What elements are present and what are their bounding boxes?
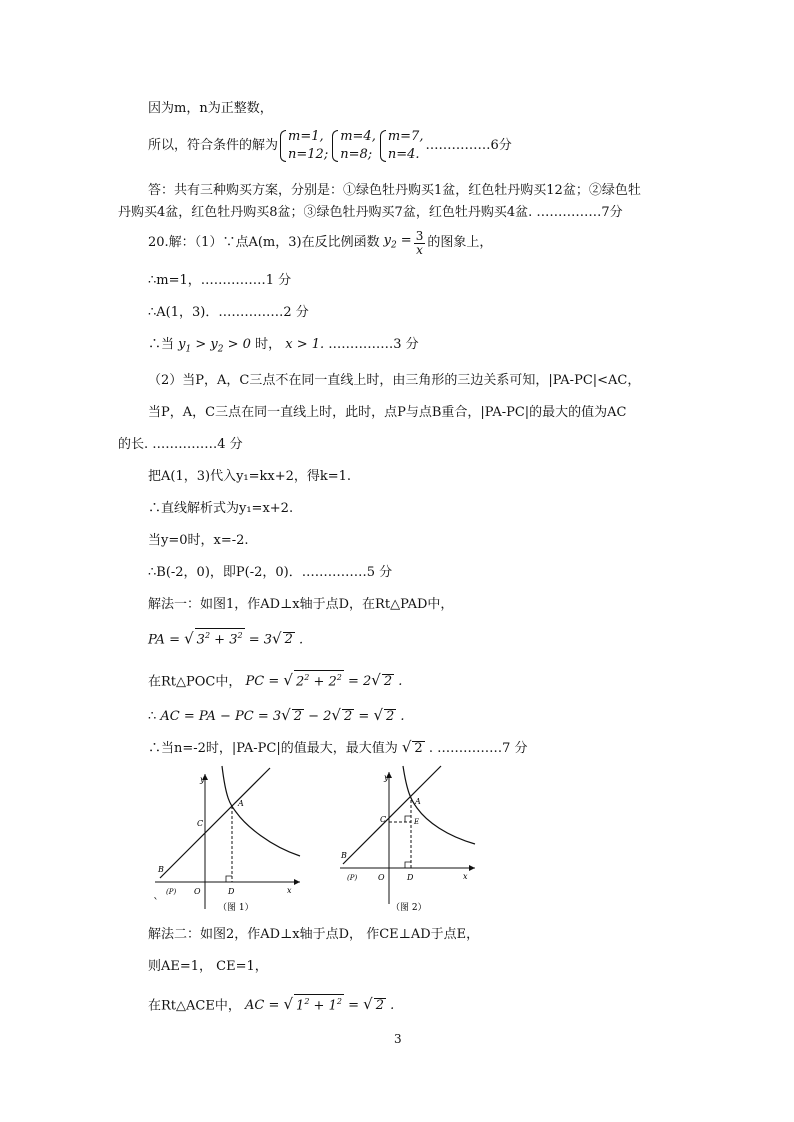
text-line: 因为m，n为正整数， xyxy=(148,101,273,116)
label-y: y xyxy=(200,775,205,784)
label-a: A xyxy=(238,799,244,808)
label-x: x xyxy=(287,886,292,895)
text-line: ∴m=1，……………1 分 xyxy=(148,273,292,288)
label-d: D xyxy=(407,873,414,882)
label-o: O xyxy=(194,887,201,896)
label-c: C xyxy=(380,815,387,824)
equation-ac-line: ∴ AC = PA − PC = 3√ 2 − 2√ 2 = √ 2 . xyxy=(148,706,405,724)
math-y2: $y_2$ = xyxy=(383,232,412,251)
text-line: （2）当P，A，C三点不在同一直线上时，由三角形的三边关系可知，|PA-PC|<AC， xyxy=(148,373,641,388)
label-p: (P) xyxy=(347,874,358,882)
equation-system: m=4, n=8; xyxy=(332,128,376,164)
figure-2 xyxy=(335,764,495,914)
label-e: E xyxy=(414,818,420,826)
text-run: 所以，符合条件的解为 xyxy=(148,138,279,153)
label-d: D xyxy=(228,887,235,896)
text-line: 则AE=1， CE=1， xyxy=(148,959,268,974)
page-number: 3 xyxy=(394,1032,402,1046)
text-run: 20.解：（1）∵点A(m，3)在反比例函数 xyxy=(148,235,380,250)
text-line: 把A(1，3)代入y₁=kx+2，得k=1. xyxy=(148,469,352,484)
text-line: 解法二：如图2，作AD⊥x轴于点D， 作CE⊥AD于点E， xyxy=(148,927,480,942)
equation-pc-line: 在Rt△POC中， PC = √ $2^2 + 2^2 = 2√$ 2 . xyxy=(148,671,403,690)
equation-ac-line: 在Rt△ACE中， AC = √ $1^2 + 1^2$ = √ 2 . xyxy=(148,995,395,1014)
inequality-line: ∴当 $y_1 > y_2 > 0$ 时， x > 1. ……………3 分 xyxy=(148,337,419,355)
label-c: C xyxy=(197,819,204,828)
text-line: 的长. ……………4 分 xyxy=(118,437,243,452)
equation-system: m=1, n=12; xyxy=(280,128,328,164)
stray-mark: ` xyxy=(153,896,159,910)
label-b: B xyxy=(158,865,164,874)
max-value-line: ∴当n=-2时，|PA-PC|的值最大，最大值为 √ 2 . ……………7 分 xyxy=(148,738,528,756)
text-line: ∴直线解析式为y₁=x+2. xyxy=(148,501,294,516)
solution-systems-line xyxy=(148,126,512,166)
figure-caption: （图 2） xyxy=(391,903,427,913)
math-x-gt-1: x > 1. xyxy=(285,337,325,352)
equation-pa: PA = √ $3^2 + 3^2 = 3√$ 2 . xyxy=(148,629,304,648)
label-a: A xyxy=(415,797,421,806)
equation-system: m=7, n=4. xyxy=(380,128,424,164)
text-line: 答：共有三种购买方案，分别是：①绿色牡丹购买1盆，红色牡丹购买12盆；②绿色牡 xyxy=(148,183,641,198)
text-run: 的图象上， xyxy=(427,235,493,250)
text-run: ……………6分 xyxy=(425,138,512,153)
text-line: 解法一：如图1，作AD⊥x轴于点D，在Rt△PAD中， xyxy=(148,597,454,612)
label-p: (P) xyxy=(166,888,177,896)
problem-20-line xyxy=(148,226,492,260)
label-o: O xyxy=(378,873,385,882)
fraction: $\frac{3}{x}$ xyxy=(415,228,424,257)
label-y: y xyxy=(384,773,389,782)
figure-caption: （图 1） xyxy=(218,903,254,913)
text-line: 当P，A，C三点在同一直线上时，此时，点P与点B重合，|PA-PC|的最大的值为AC xyxy=(148,405,627,420)
math-inequality: $y_1 > y_2 > 0$ xyxy=(178,337,251,355)
text-line: 当y=0时，x=-2. xyxy=(148,533,249,548)
figure-1 xyxy=(150,764,310,914)
text-line: 丹购买4盆，红色牡丹购买8盆；③绿色牡丹购买7盆，红色牡丹购买4盆. ……………7分 xyxy=(118,205,623,220)
text-line: ∴A(1，3)．……………2 分 xyxy=(148,305,309,320)
label-x: x xyxy=(463,872,468,881)
text-line: ∴B(-2，0)，即P(-2，0)．……………5 分 xyxy=(148,565,393,580)
label-b: B xyxy=(341,851,347,860)
